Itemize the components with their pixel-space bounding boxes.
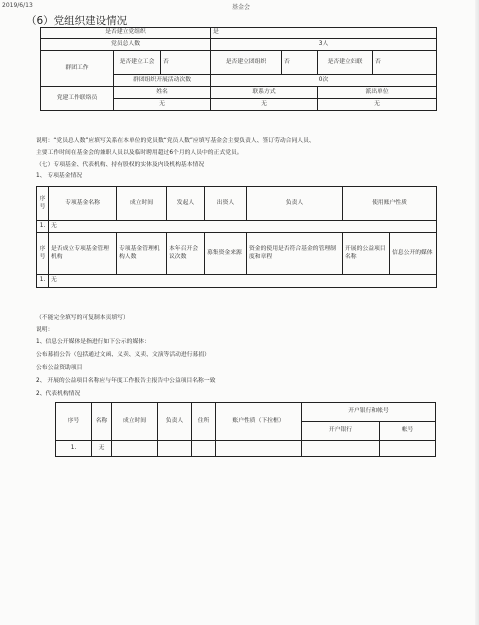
sf-name-header: 专项基金名称	[49, 187, 117, 221]
ro-head-header: 负责人	[158, 403, 192, 441]
explanation-2: 2、 开展的公益项目名称应与年度工作报告主报告中公益项目名称一致	[36, 378, 216, 384]
women-federation-label: 是否建立妇联	[318, 51, 373, 75]
ro-bank-account-header: 开户银行和帐号	[302, 403, 436, 422]
activity-count-label: 群团组织开展活动次数	[114, 75, 211, 87]
sf-mgmt-count-header: 专项基金管理机构人数	[117, 233, 167, 275]
ro-row1-account-no	[380, 441, 436, 457]
ro-row1-address	[192, 441, 216, 457]
explanation-1: 1、信息公开媒体是指进行如下公示的媒体：	[36, 339, 150, 345]
liaison-unit-header: 派出单位	[318, 87, 437, 99]
ro-row1-head	[158, 441, 192, 457]
ro-date-header: 成立时间	[112, 403, 158, 441]
ro-row1-date	[112, 441, 158, 457]
ro-name-header: 名称	[92, 403, 112, 441]
sf-meeting-count-header: 本年召开会议次数	[167, 233, 205, 275]
note-line-1: 说明：“党员总人数”应填写关系在本单位的党员数“党员人数”应填写基金会主要负责人、签订劳动合同人员、	[36, 138, 315, 144]
ro-row1-name: 无	[92, 441, 112, 457]
ro-row1-account-type	[216, 441, 302, 457]
liaison-contact-value: 无	[211, 99, 318, 111]
party-organization-table	[40, 27, 437, 111]
page-header-title: 基金会	[232, 4, 251, 11]
sf-head-header: 负责人	[247, 187, 343, 221]
sf-seq-header-2: 序号	[37, 233, 49, 275]
ro-row1-seq: 1.	[56, 441, 92, 457]
explanation-1a: 公布募捐公告（包括通过文函、义卖、义卖、文演等活动进行募捐）	[36, 352, 210, 358]
union-label: 是否建立工会	[114, 51, 161, 75]
special-fund-subtitle: 1、 专项基金情况	[36, 173, 83, 179]
section-7-title: （七）专项基金、代表机构、持有股权的实体及内设机构基本情况	[36, 162, 205, 168]
explanation-label: 说明：	[36, 327, 54, 333]
member-count-value: 3人	[211, 39, 437, 51]
sf-account-header: 使用账户性质	[343, 187, 437, 221]
sf-funder-header: 出资人	[205, 187, 247, 221]
copy-page-note: （不能完全填写的可复制本页填写）	[36, 315, 129, 321]
activity-count-value: 0次	[211, 75, 437, 87]
sf-seq-header: 序号	[37, 187, 49, 221]
ro-address-header: 住所	[192, 403, 216, 441]
liaison-label: 党建工作联络员	[41, 87, 114, 111]
party-org-label: 是否建立党组织	[41, 28, 211, 39]
section-6-title: （6）党组织建设情况	[26, 15, 128, 27]
special-fund-table	[36, 186, 437, 288]
ro-account-no-header: 帐号	[380, 422, 436, 441]
sf-row2-seq: 1.	[37, 275, 49, 288]
sf-row1-seq: 1.	[37, 221, 49, 233]
representative-office-subtitle: 2、代表机构情况	[36, 391, 81, 397]
sf-disclosure-media-header: 信息公开的媒体	[390, 233, 437, 275]
sf-row2-value: 无	[49, 275, 437, 288]
liaison-name-value: 无	[114, 99, 211, 111]
note-line-2: 主要工作时间在基金会的兼职人员以及临时聘用超过6个月的人员中的正式党员。	[36, 150, 243, 156]
sf-date-header: 成立时间	[117, 187, 167, 221]
ro-account-type-header: 账户性质（下拉框）	[216, 403, 302, 441]
page-date: 2019/6/13	[2, 2, 33, 9]
scan-edge-shadow	[475, 0, 479, 625]
women-federation-value: 否	[373, 51, 437, 75]
union-value: 否	[161, 51, 211, 75]
sf-compliance-header: 资金的使用是否符合基金的管理制度和章程	[247, 233, 343, 275]
sf-project-name-header: 开展的公益项目名称	[343, 233, 390, 275]
youth-league-label: 是否建立团组织	[211, 51, 282, 75]
sf-mgmt-org-header: 是否成立专项基金管理机构	[49, 233, 117, 275]
ro-row1-bank	[302, 441, 380, 457]
youth-league-value: 否	[282, 51, 318, 75]
ro-seq-header: 序号	[56, 403, 92, 441]
explanation-1b: 公布公益资助项目	[36, 365, 83, 371]
liaison-unit-value: 无	[318, 99, 437, 111]
sf-founder-header: 发起人	[167, 187, 205, 221]
sf-row1-value: 无	[49, 221, 437, 233]
liaison-contact-header: 联系方式	[211, 87, 318, 99]
liaison-name-header: 姓名	[114, 87, 211, 99]
party-org-value: 是	[211, 28, 437, 39]
representative-office-table	[55, 402, 436, 457]
mass-work-label: 群团工作	[41, 51, 114, 87]
sf-fund-source-header: 募集资金来源	[205, 233, 247, 275]
member-count-label: 党员总人数	[41, 39, 211, 51]
ro-bank-header: 开户银行	[302, 422, 380, 441]
